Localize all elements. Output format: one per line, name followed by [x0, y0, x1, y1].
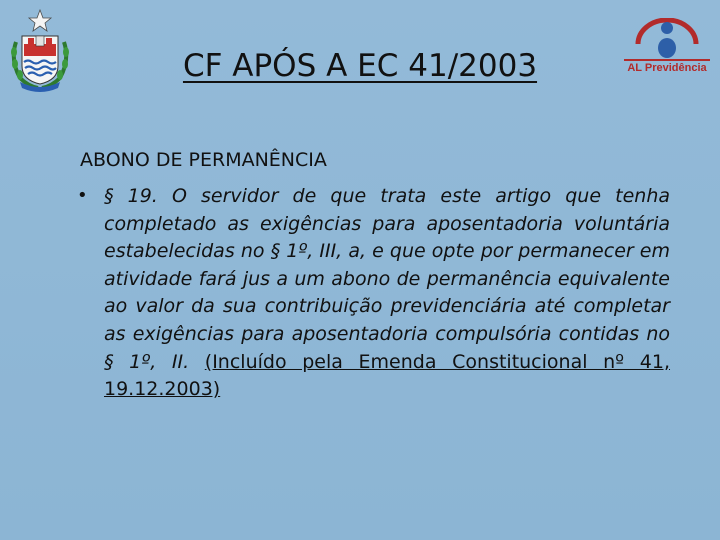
paragraph-text: § 19. O servidor de que trata este artigo que tenha completado as exigências para aposentadoria voluntária estabelecidas no § 1º, III, a, e que opte por permanecer em atividade fará jus a um abono de permanência equivalente ao valor da sua contribuição previdenciária até completar as exigências para aposentadoria compulsória contidas no § 1º, II. [104, 185, 670, 373]
amendment-reference-link[interactable]: (Incluído pela Emenda Constitucional nº 41, 19.12.2003) [104, 350, 671, 401]
bullet-paragraph [104, 183, 670, 404]
section-heading: ABONO DE PERMANÊNCIA [80, 149, 327, 171]
al-previdencia-logo-text: AL Previdência [627, 62, 707, 74]
bullet-marker: • [77, 185, 88, 206]
slide-title: CF APÓS A EC 41/2003 [182, 48, 538, 84]
